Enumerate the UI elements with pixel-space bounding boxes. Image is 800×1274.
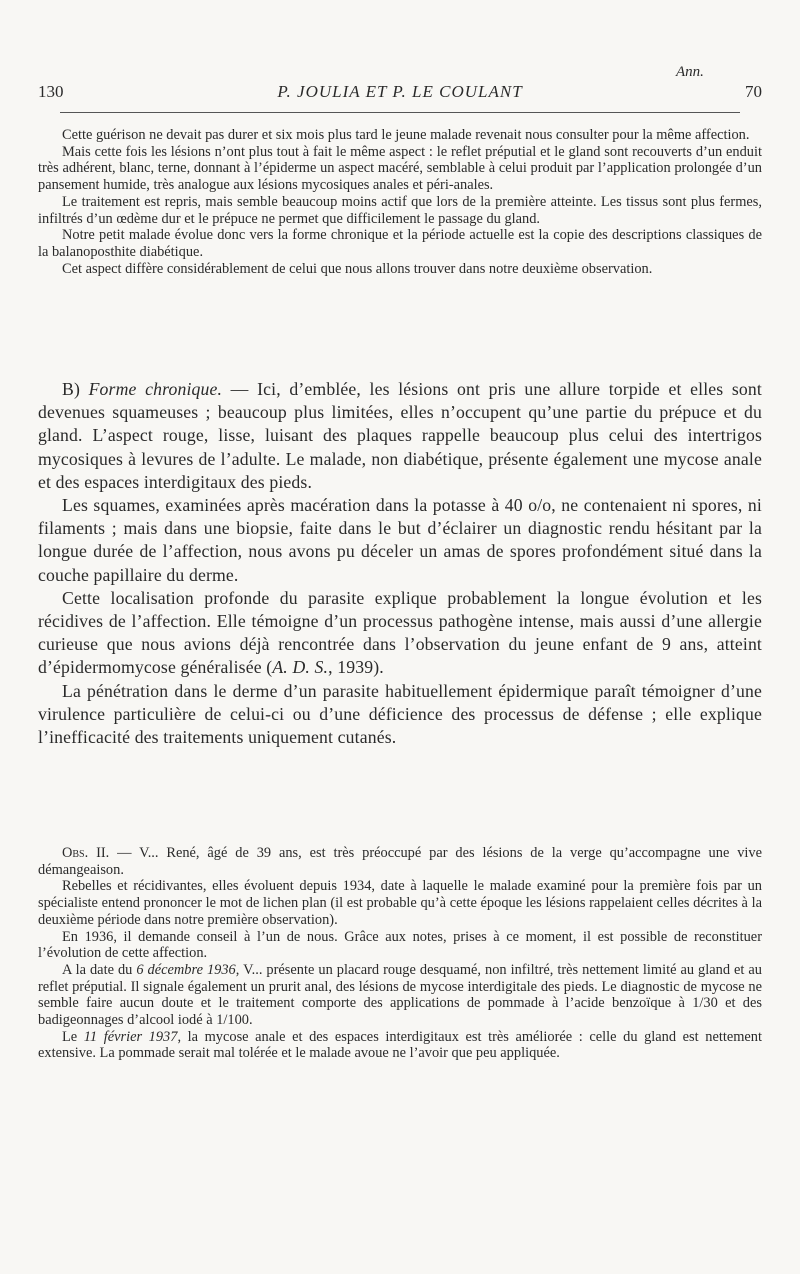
paragraph bbox=[38, 1029, 762, 1062]
page-header bbox=[38, 82, 762, 106]
paragraph-text: Cette localisation profonde du parasite explique probablement la longue évolution et les récidives de l’affection. Elle témoigne d’un processus pathogène intense, mais aussi d’une allergie curieuse que nous avions déjà rencontrée dans l’observation du jeune enfant de 9 ans, atteint d’épidermomycose généralisée ( bbox=[38, 587, 762, 678]
paragraph bbox=[38, 587, 762, 680]
paragraph bbox=[38, 962, 762, 1029]
paragraph bbox=[38, 378, 762, 494]
paragraph bbox=[38, 845, 762, 878]
paragraph: En 1936, il demande conseil à l’un de nous. Grâce aux notes, prises à ce moment, il est possible de reconstituer l’évolution de cette affection. bbox=[38, 928, 762, 962]
journal-annotation: Ann. bbox=[676, 64, 704, 80]
paragraph-text: , 1939). bbox=[328, 657, 384, 678]
paragraph: Notre petit malade évolue donc vers la forme chronique et la période actuelle est la copie des descriptions classiques de la balanoposthite diabétique. bbox=[38, 227, 762, 260]
paragraph: Les squames, examinées après macération dans la potasse à 40 o/o, ne contenaient ni spores, ni filaments ; mais dans une biopsie, faite dans le but d’éclairer un diagnostic rendu hésitant par la longue durée de l’affection, nous avons pu déceler un amas de spores profondément situé dans la couche papillaire du derme. bbox=[38, 495, 762, 585]
volume-number: 70 bbox=[745, 82, 762, 101]
paragraph-text: — V... René, âgé de 39 ans, est très préoccupé par des lésions de la verge qu’accompagne une vive démangeaison. bbox=[38, 845, 762, 878]
citation: A. D. S. bbox=[272, 657, 329, 678]
paragraph-text: Le bbox=[62, 1028, 84, 1045]
page-number: 130 bbox=[38, 82, 64, 101]
running-head: P. JOULIA ET P. LE COULANT bbox=[277, 82, 523, 101]
section-forme-chronique bbox=[38, 378, 762, 749]
paragraph: Rebelles et récidivantes, elles évoluent depuis 1934, date à laquelle le malade examiné pour la première fois par un spécialiste entend prononcer le mot de lichen plan (il est probable qu’à cette époque les lésions rappelaient celles décrites à la deuxième période dans notre première observation). bbox=[38, 878, 762, 928]
paragraph-text: , V... présente un placard rouge desquamé, non infiltré, très nettement limité au gland et au reflet préputial. Il signale également un prurit anal, des lésions de mycose interdigitale des pieds. Le diagnostic de mycose ne semble faire aucun doute et le traitement comporte des applications de pommade à l’acide benzoïque à 1/30 et des badigeonnages d’alcool iodé à 1/100. bbox=[38, 961, 763, 1029]
case-continuation bbox=[38, 127, 762, 277]
date: 6 décembre 1936 bbox=[136, 961, 236, 978]
paragraph: Le traitement est repris, mais semble beaucoup moins actif que lors de la première atteinte. Les tissus sont plus fermes, infiltrés d’un œdème dur et le prépuce ne permet que difficilement le passage du gland. bbox=[38, 193, 762, 227]
paragraph: La pénétration dans le derme d’un parasite habituellement épidermique paraît témoigner d’une virulence particulière de celui-ci ou d’une déficience des processus de défense ; elle explique l’inefficacité des traitements uniquement cutanés. bbox=[38, 680, 762, 748]
observation-2 bbox=[38, 845, 762, 1062]
paragraph: Mais cette fois les lésions n’ont plus tout à fait le même aspect : le reflet préputial et le gland sont recouverts d’un enduit très adhérent, blanc, terne, donnant à l’épiderme un aspect macéré, semblable à celui produit par l’application prolongée d’un pansement humide, très analogue aux lésions mycosiques anales et péri-anales. bbox=[38, 143, 762, 194]
paragraph-text: — Ici, d’emblée, les lésions ont pris une allure torpide et elles sont devenues squameuses ; beaucoup plus limitées, elles n’occupent qu’une partie du prépuce et du gland. L’aspect rouge, lisse, luisant des plaques rappelle beaucoup plus celui des intertrigos mycosiques à levures de l’adulte. Le malade, non diabétique, présente également une mycose anale et des espaces interdigitaux des pieds. bbox=[38, 379, 762, 492]
observation-label: Obs. II. bbox=[62, 845, 110, 861]
section-letter: B) bbox=[62, 379, 89, 399]
paragraph-text: , la mycose anale et des espaces interdigitaux est très améliorée : celle du gland est nettement extensive. La pommade serait mal tolérée et le malade avoue ne l’avoir que peu appliquée. bbox=[38, 1028, 762, 1062]
paragraph: Cet aspect diffère considérablement de celui que nous allons trouver dans notre deuxième observation. bbox=[62, 260, 653, 277]
date: 11 février 1937 bbox=[83, 1028, 178, 1045]
header-rule bbox=[60, 112, 740, 113]
section-heading: Forme chronique. bbox=[88, 379, 223, 399]
paragraph-text: A la date du bbox=[62, 961, 137, 978]
paragraph: Cette guérison ne devait pas durer et six mois plus tard le jeune malade revenait nous consulter pour la même affection. bbox=[62, 127, 750, 143]
